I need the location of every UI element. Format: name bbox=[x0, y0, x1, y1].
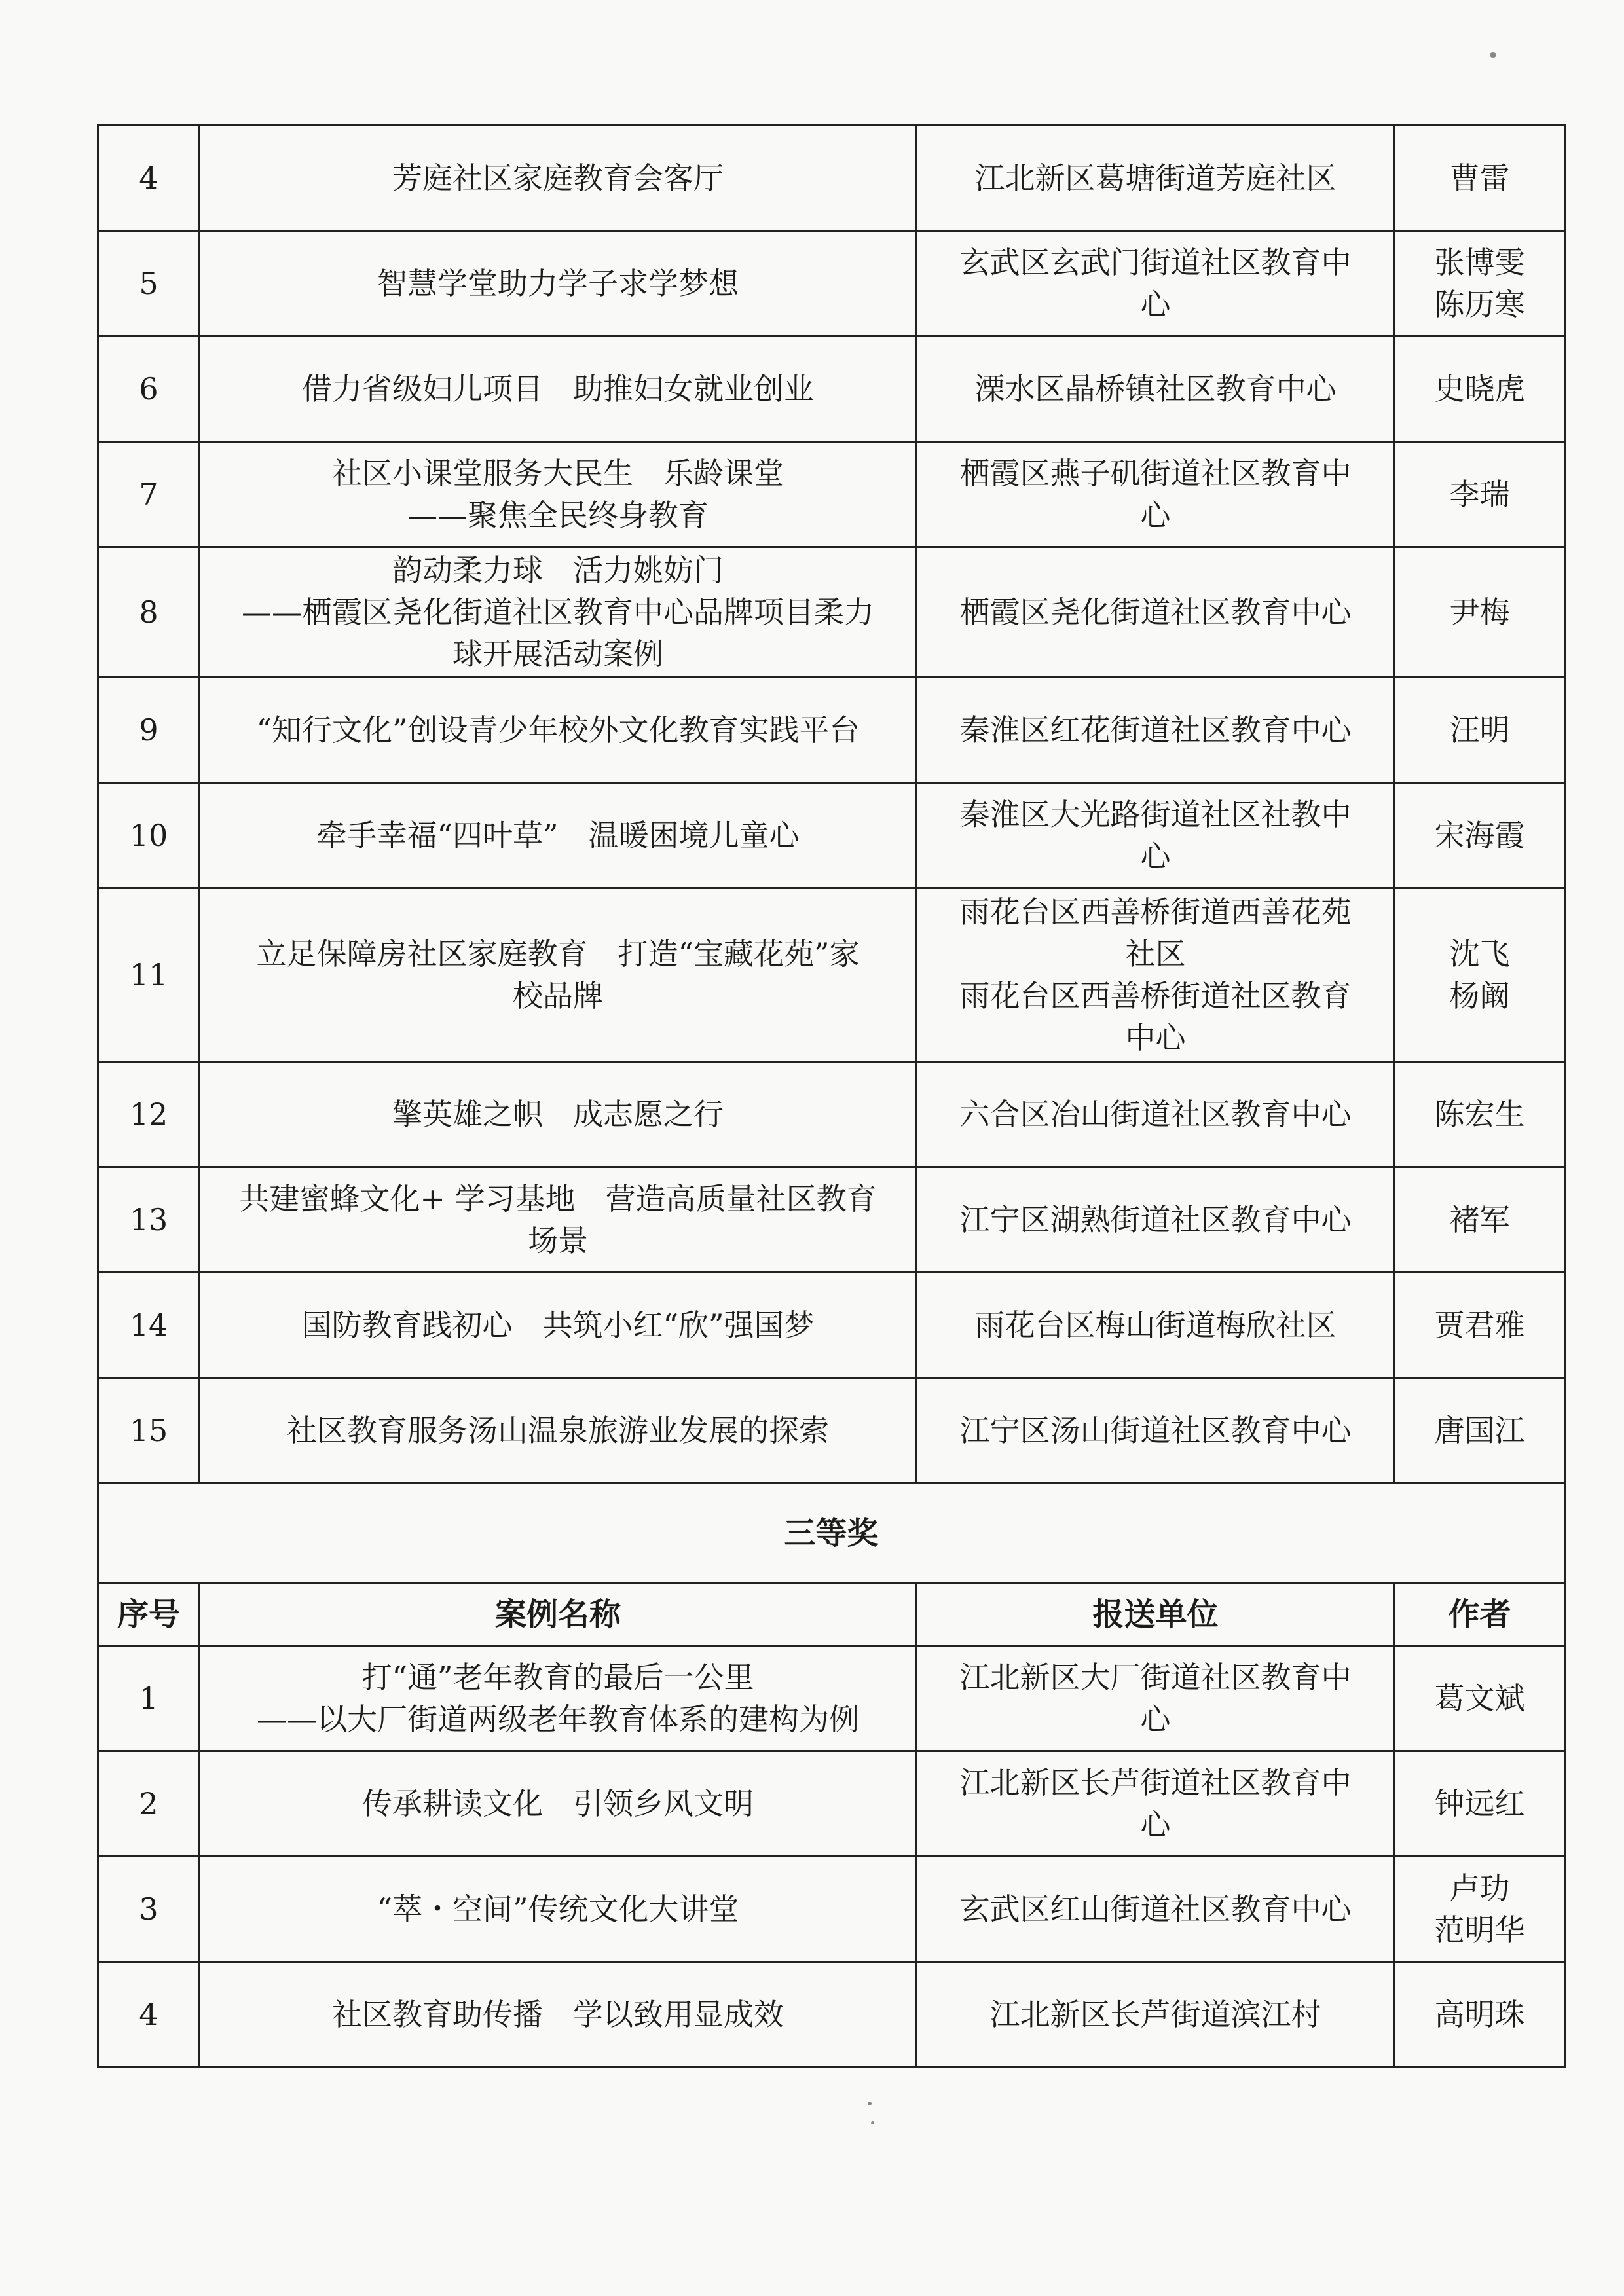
header-author: 作者 bbox=[1395, 1584, 1565, 1646]
cell-title bbox=[200, 337, 917, 442]
cell-author-line: 高明珠 bbox=[1434, 1997, 1525, 2032]
cell-unit-line: 雨花台区西善桥街道西善花苑 bbox=[959, 894, 1352, 930]
cell-unit-line: 秦淮区大光路街道社区社教中 bbox=[959, 797, 1352, 832]
table-row bbox=[98, 1751, 1565, 1857]
cell-title bbox=[200, 783, 917, 888]
cell-no: 11 bbox=[98, 888, 200, 1062]
table-row bbox=[98, 678, 1565, 783]
cell-title-line: 场景 bbox=[528, 1223, 588, 1258]
cell-unit bbox=[917, 1273, 1395, 1378]
cell-unit-line: 社区 bbox=[1125, 936, 1186, 972]
cell-no: 14 bbox=[98, 1273, 200, 1378]
cell-title-line: 借力省级妇儿项目 助推妇女就业创业 bbox=[302, 371, 814, 407]
cell-no: 5 bbox=[98, 231, 200, 337]
cell-author bbox=[1395, 1646, 1565, 1751]
cell-author bbox=[1395, 1857, 1565, 1962]
lower-rows bbox=[98, 1646, 1565, 2068]
cell-title-line: 芳庭社区家庭教育会客厅 bbox=[392, 160, 724, 196]
cell-unit bbox=[917, 888, 1395, 1062]
cell-unit-line: 江北新区长芦街道社区教育中 bbox=[959, 1765, 1352, 1800]
table-header bbox=[98, 1584, 1565, 1646]
cell-author-line: 沈飞 bbox=[1449, 936, 1510, 972]
cell-author bbox=[1395, 337, 1565, 442]
cell-unit-line: 心 bbox=[1140, 1807, 1171, 1842]
cell-unit-line: 江北新区葛塘街道芳庭社区 bbox=[974, 160, 1337, 196]
third-prize-section bbox=[98, 1484, 1565, 1646]
cell-no: 1 bbox=[98, 1646, 200, 1751]
cell-no: 10 bbox=[98, 783, 200, 888]
cell-unit bbox=[917, 547, 1395, 678]
cell-title bbox=[200, 231, 917, 337]
cell-unit-line: 江宁区湖熟街道社区教育中心 bbox=[959, 1202, 1352, 1237]
cell-author-line: 陈宏生 bbox=[1434, 1097, 1525, 1132]
cell-unit bbox=[917, 1646, 1395, 1751]
header-no: 序号 bbox=[98, 1584, 200, 1646]
cell-unit-line: 中心 bbox=[1125, 1020, 1186, 1055]
cell-title bbox=[200, 1857, 917, 1962]
cell-author bbox=[1395, 1167, 1565, 1273]
cell-title-line: 社区教育助传播 学以致用显成效 bbox=[332, 1997, 784, 2032]
table-row bbox=[98, 888, 1565, 1062]
cell-author-line: 杨阚 bbox=[1449, 978, 1510, 1013]
cell-title bbox=[200, 1167, 917, 1273]
table-row bbox=[98, 1962, 1565, 2068]
cell-unit-line: 江北新区长芦街道滨江村 bbox=[989, 1997, 1321, 2032]
table-row bbox=[98, 1062, 1565, 1167]
table-row bbox=[98, 547, 1565, 678]
cell-unit bbox=[917, 1857, 1395, 1962]
table-row bbox=[98, 1857, 1565, 1962]
cell-no: 4 bbox=[98, 126, 200, 231]
cell-author bbox=[1395, 783, 1565, 888]
cell-unit-line: 六合区冶山街道社区教育中心 bbox=[959, 1097, 1352, 1132]
cell-author bbox=[1395, 1378, 1565, 1484]
cell-unit-line: 心 bbox=[1140, 1702, 1171, 1737]
cell-title-line: 社区小课堂服务大民生 乐龄课堂 bbox=[332, 456, 784, 491]
table-row bbox=[98, 1273, 1565, 1378]
cell-no: 9 bbox=[98, 678, 200, 783]
header-unit: 报送单位 bbox=[917, 1584, 1395, 1646]
cell-author bbox=[1395, 678, 1565, 783]
cell-title-line: ——聚焦全民终身教育 bbox=[407, 498, 709, 533]
cell-no: 7 bbox=[98, 442, 200, 547]
scan-speck bbox=[871, 2121, 874, 2124]
cell-title-line: 校品牌 bbox=[513, 978, 603, 1013]
cell-author bbox=[1395, 1751, 1565, 1857]
cell-title bbox=[200, 442, 917, 547]
cell-author-line: 曹雷 bbox=[1449, 160, 1510, 196]
cell-unit bbox=[917, 783, 1395, 888]
cell-unit-line: 雨花台区西善桥街道社区教育 bbox=[959, 978, 1352, 1013]
scan-speck bbox=[1490, 52, 1496, 58]
cell-unit-line: 玄武区红山街道社区教育中心 bbox=[959, 1891, 1352, 1927]
cell-title-line: ——以大厂街道两级老年教育体系的建构为例 bbox=[257, 1702, 859, 1737]
cell-unit bbox=[917, 231, 1395, 337]
cell-author-line: 钟远红 bbox=[1434, 1786, 1525, 1821]
cell-author-line: 张博雯 bbox=[1434, 245, 1525, 280]
cell-unit-line: 秦淮区红花街道社区教育中心 bbox=[959, 712, 1352, 748]
cell-title bbox=[200, 547, 917, 678]
table-row bbox=[98, 231, 1565, 337]
cell-author bbox=[1395, 442, 1565, 547]
cell-title-line: 智慧学堂助力学子求学梦想 bbox=[377, 266, 739, 301]
cell-title bbox=[200, 126, 917, 231]
cell-unit-line: 栖霞区燕子矶街道社区教育中 bbox=[959, 456, 1352, 491]
cell-title-line: 牵手幸福“四叶草” 温暖困境儿童心 bbox=[316, 818, 800, 853]
cell-unit-line: 玄武区玄武门街道社区教育中 bbox=[959, 245, 1352, 280]
cell-unit bbox=[917, 1062, 1395, 1167]
cell-title-line: 球开展活动案例 bbox=[452, 636, 663, 672]
table-row bbox=[98, 442, 1565, 547]
section-title: 三等奖 bbox=[98, 1484, 1565, 1584]
cell-author bbox=[1395, 126, 1565, 231]
cell-author-line: 唐国江 bbox=[1434, 1413, 1525, 1448]
cell-title-line: ——栖霞区尧化街道社区教育中心品牌项目柔力 bbox=[242, 594, 874, 630]
cell-author-line: 褚军 bbox=[1449, 1202, 1510, 1237]
cell-title bbox=[200, 888, 917, 1062]
cell-title-line: “知行文化”创设青少年校外文化教育实践平台 bbox=[256, 712, 860, 748]
cell-author bbox=[1395, 231, 1565, 337]
cell-unit-line: 心 bbox=[1140, 498, 1171, 533]
table-row bbox=[98, 1167, 1565, 1273]
cell-no: 3 bbox=[98, 1857, 200, 1962]
cell-author-line: 葛文斌 bbox=[1434, 1681, 1525, 1716]
cell-title-line: “萃・空间”传统文化大讲堂 bbox=[377, 1891, 739, 1927]
cell-no: 2 bbox=[98, 1751, 200, 1857]
table-row bbox=[98, 126, 1565, 231]
cell-title-line: 韵动柔力球 活力姚妨门 bbox=[392, 553, 724, 588]
cell-unit bbox=[917, 1962, 1395, 2068]
cell-no: 6 bbox=[98, 337, 200, 442]
table-row bbox=[98, 1378, 1565, 1484]
cell-author-line: 范明华 bbox=[1434, 1912, 1525, 1948]
cell-title bbox=[200, 1273, 917, 1378]
cell-unit bbox=[917, 1378, 1395, 1484]
table-row bbox=[98, 1646, 1565, 1751]
cell-no: 4 bbox=[98, 1962, 200, 2068]
award-table bbox=[97, 124, 1566, 2068]
cell-author bbox=[1395, 1273, 1565, 1378]
cell-unit bbox=[917, 678, 1395, 783]
cell-author-line: 史晓虎 bbox=[1434, 371, 1525, 407]
cell-title-line: 立足保障房社区家庭教育 打造“宝藏花苑”家 bbox=[256, 936, 860, 972]
cell-title-line: 传承耕读文化 引领乡风文明 bbox=[362, 1786, 754, 1821]
cell-unit-line: 雨花台区梅山街道梅欣社区 bbox=[974, 1307, 1337, 1343]
cell-title bbox=[200, 678, 917, 783]
header-title: 案例名称 bbox=[200, 1584, 917, 1646]
cell-author-line: 尹梅 bbox=[1449, 594, 1510, 630]
cell-title-line: 国防教育践初心 共筑小红“欣”强国梦 bbox=[301, 1307, 815, 1343]
cell-author bbox=[1395, 1062, 1565, 1167]
cell-title-line: 共建蜜蜂文化+ 学习基地 营造高质量社区教育 bbox=[239, 1181, 877, 1216]
cell-author bbox=[1395, 888, 1565, 1062]
cell-no: 12 bbox=[98, 1062, 200, 1167]
cell-title-line: 社区教育服务汤山温泉旅游业发展的探索 bbox=[287, 1413, 829, 1448]
cell-unit bbox=[917, 442, 1395, 547]
cell-unit-line: 心 bbox=[1140, 839, 1171, 874]
cell-no: 8 bbox=[98, 547, 200, 678]
cell-unit-line: 江宁区汤山街道社区教育中心 bbox=[959, 1413, 1352, 1448]
cell-author-line: 贾君雅 bbox=[1434, 1307, 1525, 1343]
cell-author-line: 宋海霞 bbox=[1434, 818, 1525, 853]
cell-title bbox=[200, 1378, 917, 1484]
cell-author bbox=[1395, 547, 1565, 678]
cell-title bbox=[200, 1962, 917, 2068]
cell-author-line: 汪明 bbox=[1449, 712, 1510, 748]
scan-speck bbox=[868, 2102, 872, 2105]
cell-no: 13 bbox=[98, 1167, 200, 1273]
cell-author-line: 李瑞 bbox=[1449, 477, 1510, 512]
cell-author-line: 卢玏 bbox=[1449, 1870, 1510, 1906]
cell-author-line: 陈历寒 bbox=[1434, 287, 1525, 322]
cell-unit bbox=[917, 1167, 1395, 1273]
cell-unit bbox=[917, 337, 1395, 442]
cell-title bbox=[200, 1646, 917, 1751]
cell-title bbox=[200, 1062, 917, 1167]
cell-unit-line: 江北新区大厂街道社区教育中 bbox=[959, 1660, 1352, 1695]
cell-title bbox=[200, 1751, 917, 1857]
cell-no: 15 bbox=[98, 1378, 200, 1484]
cell-title-line: 打“通”老年教育的最后一公里 bbox=[361, 1660, 754, 1695]
cell-author bbox=[1395, 1962, 1565, 2068]
cell-unit-line: 栖霞区尧化街道社区教育中心 bbox=[959, 594, 1352, 630]
cell-title-line: 擎英雄之帜 成志愿之行 bbox=[392, 1097, 724, 1132]
upper-rows bbox=[98, 126, 1565, 1484]
table-row bbox=[98, 337, 1565, 442]
cell-unit bbox=[917, 126, 1395, 231]
cell-unit-line: 心 bbox=[1140, 287, 1171, 322]
cell-unit bbox=[917, 1751, 1395, 1857]
cell-unit-line: 溧水区晶桥镇社区教育中心 bbox=[974, 371, 1337, 407]
award-table-page bbox=[97, 124, 1564, 2068]
table-row bbox=[98, 783, 1565, 888]
